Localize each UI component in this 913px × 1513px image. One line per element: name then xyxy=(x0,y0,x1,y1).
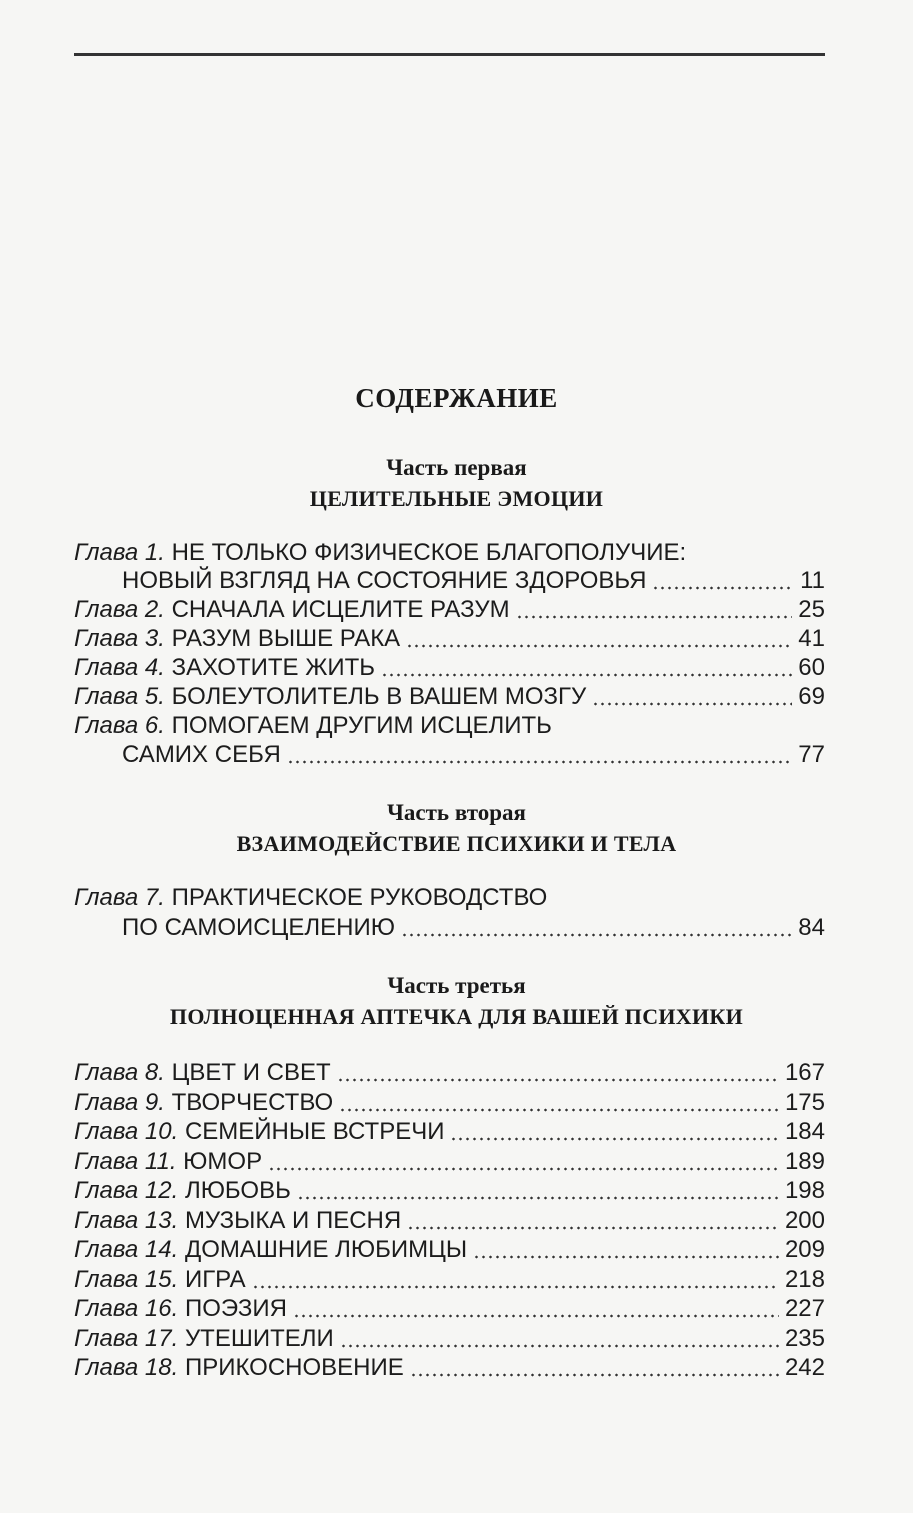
leader-dots xyxy=(516,615,793,619)
toc-entry[interactable] xyxy=(74,653,825,683)
chapter-title: ПОЭЗИЯ xyxy=(184,1295,287,1322)
toc-entry[interactable] xyxy=(74,538,825,568)
toc-entry[interactable] xyxy=(74,595,825,625)
leader-dots xyxy=(407,1226,779,1230)
chapter-title: ПРАКТИЧЕСКОЕ РУКОВОДСТВО xyxy=(171,884,548,911)
toc-entry[interactable] xyxy=(74,1088,825,1118)
leader-dots xyxy=(297,1196,779,1200)
chapter-title-line2: ПО САМОИСЦЕЛЕНИЮ xyxy=(122,914,395,941)
toc-entry[interactable] xyxy=(74,1058,825,1088)
page-number: 189 xyxy=(784,1148,825,1175)
leader-dots xyxy=(340,1344,779,1348)
toc-entry[interactable] xyxy=(74,1294,825,1324)
page-number: 235 xyxy=(784,1325,825,1352)
chapter-label: Глава 5. xyxy=(74,683,165,710)
chapter-title: ЮМОР xyxy=(183,1148,263,1175)
page-number: 209 xyxy=(784,1236,825,1263)
leader-dots xyxy=(401,933,792,937)
chapter-title: ТВОРЧЕСТВО xyxy=(171,1089,334,1116)
page-number: 41 xyxy=(798,625,825,652)
chapter-label: Глава 10. xyxy=(74,1118,179,1145)
leader-dots xyxy=(293,1314,779,1318)
chapter-label: Глава 2. xyxy=(74,596,165,623)
part-title: ЦЕЛИТЕЛЬНЫЕ ЭМОЦИИ xyxy=(309,486,604,511)
page-number: 167 xyxy=(784,1059,825,1086)
chapter-label: Глава 17. xyxy=(74,1325,179,1352)
chapter-title-line2: САМИХ СЕБЯ xyxy=(122,741,281,768)
chapter-label: Глава 11. xyxy=(74,1148,177,1175)
page-number: 200 xyxy=(784,1207,825,1234)
part-title: ВЗАИМОДЕЙСТВИЕ ПСИХИКИ И ТЕЛА xyxy=(236,831,677,856)
part-label: Часть первая xyxy=(386,455,527,480)
toc-entry[interactable] xyxy=(74,1117,825,1147)
leader-dots xyxy=(450,1137,779,1141)
leader-dots xyxy=(410,1373,779,1377)
contents-title: СОДЕРЖАНИЕ xyxy=(355,383,558,413)
page-number: 184 xyxy=(784,1118,825,1145)
part-label: Часть вторая xyxy=(387,800,526,825)
leader-dots xyxy=(652,586,794,590)
toc-entry[interactable] xyxy=(74,1235,825,1265)
toc-entry[interactable] xyxy=(74,1176,825,1206)
chapter-label: Глава 18. xyxy=(74,1354,179,1381)
chapter-title: МУЗЫКА И ПЕСНЯ xyxy=(184,1207,402,1234)
toc-entry-continuation[interactable] xyxy=(122,740,825,770)
leader-dots xyxy=(252,1285,779,1289)
leader-dots xyxy=(406,644,792,648)
leader-dots xyxy=(381,673,792,677)
chapter-title: СЕМЕЙНЫЕ ВСТРЕЧИ xyxy=(184,1118,445,1145)
chapter-title: ЦВЕТ И СВЕТ xyxy=(171,1059,331,1086)
part-label: Часть третья xyxy=(387,973,526,998)
chapter-label: Глава 8. xyxy=(74,1059,165,1086)
page-number: 198 xyxy=(784,1177,825,1204)
toc-entry[interactable] xyxy=(74,883,825,913)
page-number: 227 xyxy=(784,1295,825,1322)
chapter-title: УТЕШИТЕЛИ xyxy=(184,1325,334,1352)
chapter-label: Глава 16. xyxy=(74,1295,179,1322)
chapter-label: Глава 9. xyxy=(74,1089,165,1116)
leader-dots xyxy=(339,1108,779,1112)
chapter-label: Глава 4. xyxy=(74,654,165,681)
chapter-title: ПРИКОСНОВЕНИЕ xyxy=(184,1354,404,1381)
leader-dots xyxy=(473,1255,779,1259)
chapter-label: Глава 14. xyxy=(74,1236,179,1263)
chapter-title: СНАЧАЛА ИСЦЕЛИТЕ РАЗУМ xyxy=(171,596,510,623)
chapter-title: ЛЮБОВЬ xyxy=(184,1177,291,1204)
toc-entry[interactable] xyxy=(74,1265,825,1295)
page-number: 60 xyxy=(798,654,825,681)
page-number: 25 xyxy=(798,596,825,623)
toc-entry[interactable] xyxy=(74,1324,825,1354)
toc-entry[interactable] xyxy=(74,1147,825,1177)
chapter-label: Глава 15. xyxy=(74,1266,179,1293)
toc-entry[interactable] xyxy=(74,624,825,654)
leader-dots xyxy=(337,1078,779,1082)
chapter-label: Глава 1. xyxy=(74,539,165,566)
leader-dots xyxy=(287,760,792,764)
toc-entry-continuation[interactable] xyxy=(122,913,825,943)
toc-entry[interactable] xyxy=(74,1206,825,1236)
page-number: 11 xyxy=(800,567,825,594)
chapter-title: БОЛЕУТОЛИТЕЛЬ В ВАШЕМ МОЗГУ xyxy=(171,683,587,710)
page-number: 69 xyxy=(798,683,825,710)
top-rule xyxy=(74,53,825,56)
chapter-label: Глава 6. xyxy=(74,712,165,739)
chapter-title: РАЗУМ ВЫШЕ РАКА xyxy=(171,625,401,652)
chapter-label: Глава 13. xyxy=(74,1207,179,1234)
chapter-title: ПОМОГАЕМ ДРУГИМ ИСЦЕЛИТЬ xyxy=(171,712,552,739)
leader-dots xyxy=(592,702,792,706)
page-number: 175 xyxy=(784,1089,825,1116)
toc-entry[interactable] xyxy=(74,711,825,741)
toc-entry[interactable] xyxy=(74,682,825,712)
chapter-title: ИГРА xyxy=(184,1266,246,1293)
chapter-title: НЕ ТОЛЬКО ФИЗИЧЕСКОЕ БЛАГОПОЛУЧИЕ: xyxy=(171,539,687,566)
leader-dots xyxy=(268,1167,779,1171)
chapter-title: ДОМАШНИЕ ЛЮБИМЦЫ xyxy=(184,1236,468,1263)
chapter-title-line2: НОВЫЙ ВЗГЛЯД НА СОСТОЯНИЕ ЗДОРОВЬЯ xyxy=(122,567,647,594)
chapter-label: Глава 3. xyxy=(74,625,165,652)
page-number: 218 xyxy=(784,1266,825,1293)
page-number: 77 xyxy=(798,741,825,768)
page-number: 84 xyxy=(798,914,825,941)
chapter-title: ЗАХОТИТЕ ЖИТЬ xyxy=(171,654,376,681)
part-title: ПОЛНОЦЕННАЯ АПТЕЧКА ДЛЯ ВАШЕЙ ПСИХИКИ xyxy=(169,1004,744,1029)
chapter-label: Глава 7. xyxy=(74,884,165,911)
toc-entry[interactable] xyxy=(74,1353,825,1383)
page-number: 242 xyxy=(784,1354,825,1381)
chapter-label: Глава 12. xyxy=(74,1177,179,1204)
toc-entry-continuation[interactable] xyxy=(122,566,825,596)
